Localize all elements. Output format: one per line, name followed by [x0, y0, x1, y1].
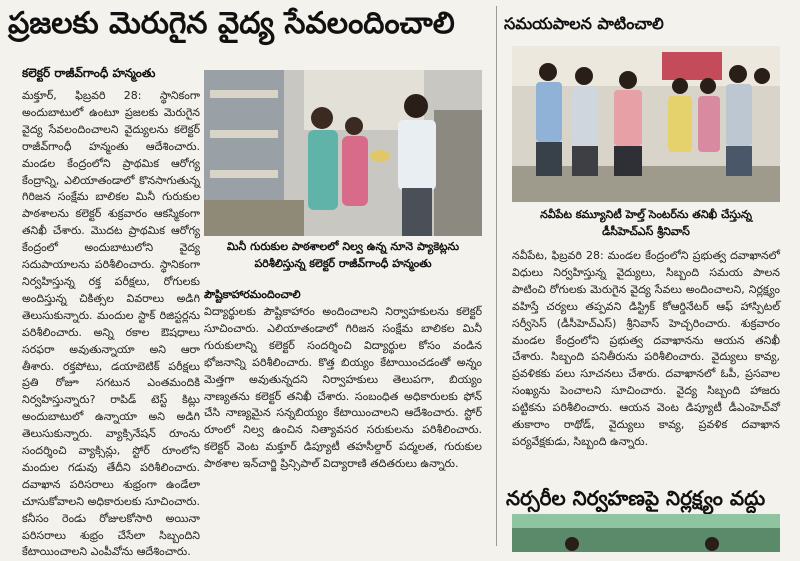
photo-caption [204, 238, 482, 272]
nursery-photo [512, 514, 780, 552]
photo-caption-line: డీసీహెచ్ఎస్ శ్రీనివాస్ [602, 225, 690, 238]
story-byline: కలెక్టర్ రాజీవ్‌గాంధీ హన్మంతు [22, 66, 156, 80]
section-subhead: పౌష్టికాహారమందించాలి [204, 288, 301, 301]
right-body-column [512, 248, 780, 470]
body-column-2 [204, 304, 482, 526]
column-divider [496, 6, 497, 546]
right-story-title: సమయపాలన పాటించాలి [504, 14, 664, 33]
photo-caption-line: నవీపేట కమ్యూనిటీ హెల్త్ సెంటర్‌ను తనిఖీ చేస్తున్న [540, 208, 752, 221]
body-paragraph: మక్తూర్, ఫిబ్రవరి 28: స్థానికంగా అందుబాటులో ఉంటూ ప్రజలకు మెరుగైన వైద్య సేవలందించాలని వైద్యులను కలెక్టర్ రాజీవ్‌గాంధీ హన్మంతు ఆదేశించారు. మండల కేంద్రంలోని ప్రాథమిక ఆరోగ్య కేంద్రాన్ని, ఎలియాతండాలో కొనసాగుతున్న గిరిజన సంక్షేమ బాలికల మినీ గురుకుల పాఠశాలను కలెక్టర్ శుక్రవారం ఆకస్మికంగా తనిఖీ చేశారు. మొదట ప్రాథమిక ఆరోగ్య కేంద్రంలో అందుబాటులోని వైద్య సదుపాయాలను పరిశీలించారు. స్థానికంగా నిర్వహిస్తున్న రక్త పరీక్షలు, రోగులకు అందిస్తున్న చికిత్సల వివరాలు అడిగి తెలుసుకున్నారు. మందుల స్టాక్ రిజిస్టర్లను పరిశీలించారు. అన్ని రకాల ఔషధాలు సరఫరా అవుతున్నాయా అని ఆరా తీశారు. రక్తపోటు, డయాబెటిక్ పరీక్షలు ప్రతి రోజూ సగటున ఎంతమందికి నిర్వహిస్తున్నారు? రాపిడ్ టెస్ట్ కిట్లు అందుబాటులో ఉన్నాయా అని అడిగి తెలుసుకున్నారు. వ్యాక్సినేషన్ రూంను సందర్శించి వ్యాక్సిన్లు, స్టోర్ రూంలోని మందుల గడువు తేదీని పరిశీలించారు. దవాఖాన పరిసరాలు శుభ్రంగా ఉండేలా చూసుకోవాలని అధికారులకు సూచించారు. కనీసం రెండు రోజులకోసారి అయినా పరిసరాలు శుభ్రం చేసేలా సిబ్బందిని కేటాయించాలని ఎంపీవోను ఆదేశించారు. [22, 89, 200, 559]
body-column-1 [22, 88, 200, 559]
body-paragraph: నవీపేట, ఫిబ్రవరి 28: మండల కేంద్రంలోని ప్రభుత్వ దవాఖానలో విధులు నిర్వహిస్తున్న వైద్యులు, సిబ్బంది సమయ పాలన పాటించి రోగులకు మెరుగైన వైద్య సేవలు అందించాలని, నిర్లక్ష్యం వహిస్తే చర్యలు తప్పవని డిస్ట్రిక్ కోఆర్డినేటర్ ఆఫ్ హాస్పిటల్ సర్వీసెస్ (డీసీహెచ్ఎస్) శ్రీనివాస్ హెచ్చరించారు. శుక్రవారం మండల కేంద్రంలోని ప్రభుత్వ దవాఖానను ఆయన తనిఖీ చేశారు. సిబ్బంది పనితీరును పరిశీలించారు. వైద్యులు కావ్య, ప్రవళికకు పలు సూచనలు చేశారు. దవాఖానలో ఓపీ, ప్రసవాల సంఖ్యను పెంచాలని సూచించారు. వైద్య సిబ్బంది హాజరు పట్టికను పరిశీలించారు. ఆయన వెంట డిప్యూటీ డీఎంహెచ్‌వో తుకారాం రాథోడ్, వైద్యులు కావ్య, ప్రవళిక దవాఖాన పర్యవేక్షకుడు, సిబ్బంది ఉన్నారు. [512, 249, 780, 448]
photo-caption-line: మినీ గురుకుల పాఠశాలలో నిల్వ ఉన్న నూనె ప్యాకెట్లను [226, 240, 460, 253]
hospital-inspection-photo [512, 46, 780, 202]
right-photo-caption [512, 206, 780, 240]
story-headline: ప్రజలకు మెరుగైన వైద్య సేవలందించాలి [8, 6, 455, 41]
collector-inspection-photo [204, 70, 482, 236]
next-story-headline: నర్సరీల నిర్వహణపై నిర్లక్ష్యం వద్దు [506, 486, 766, 510]
body-paragraph: విద్యార్థులకు పౌష్టికాహారం అందించాలని నిర్వాహకులను కలెక్టర్ సూచించారు. ఎలియాతండాలో గిరిజన సంక్షేమ బాలికల మినీ గురుకులాన్ని కలెక్టర్ సందర్శించి విద్యార్థుల కోసం వండిన భోజనాన్ని పరిశీలించారు. కొత్త బియ్యం కేటాయించడంతో అన్నం మెత్తగా అవుతున్నదని నిర్వాహకులు తెలుపగా, బియ్యం నాణ్యతను కలెక్టర్ తనిఖీ చేశారు. సంబంధిత అధికారులకు ఫోన్ చేసి నాణ్యమైన సన్నబియ్యం కేటాయించాలని ఆదేశించారు. స్టోర్ రూంలో నిల్వ ఉంచిన నిత్యావసర సరుకులను పరిశీలించారు. కలెక్టర్ వెంట మక్తూర్ డిప్యూటీ తహసీల్దార్ పద్మలత, గురుకుల పాఠశాల ఇన్‌చార్జి ప్రిన్సిపాల్ విద్యారాణి తదితరులు ఉన్నారు. [204, 305, 482, 471]
photo-caption-line: పరిశీలిస్తున్న కలెక్టర్ రాజీవ్‌గాంధీ హన్మంతు [254, 257, 432, 270]
